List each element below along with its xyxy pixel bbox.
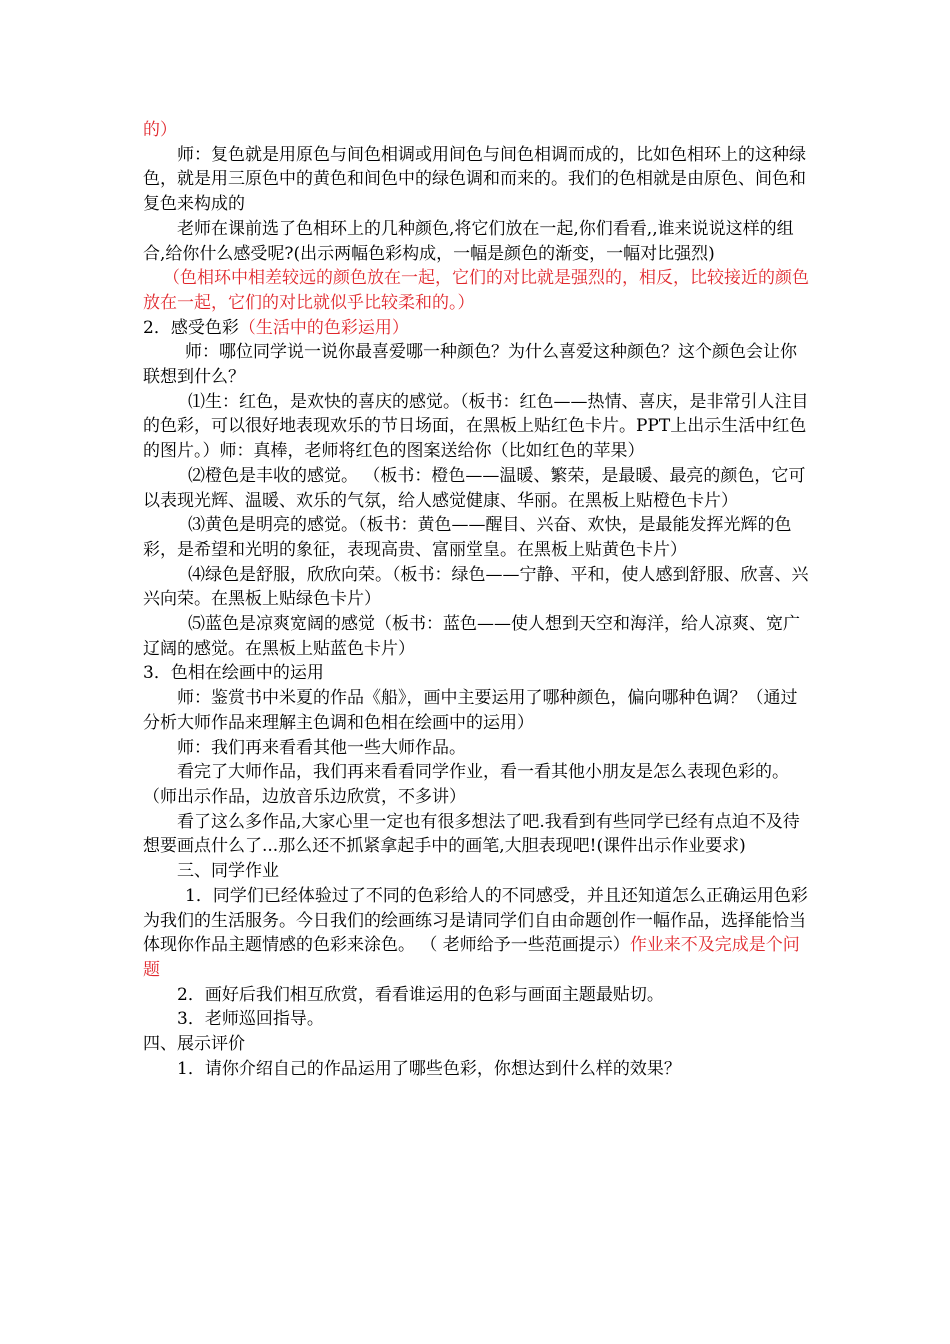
body-text: 四、展示评价	[143, 1034, 245, 1055]
body-text: 师：我们再来看看其他一些大师作品。	[177, 737, 466, 758]
paragraph	[143, 686, 813, 735]
body-text: 师：哪位同学说一说你最喜爱哪一种颜色？为什么喜爱这种颜色？这个颜色会让你联想到什么？	[143, 342, 797, 388]
body-text: 1．请你介绍自己的作品运用了哪些色彩，你想达到什么样的效果？	[177, 1058, 681, 1079]
paragraph	[143, 736, 813, 761]
body-text: 3．老师巡回指导。	[177, 1009, 324, 1030]
body-text: 三、同学作业	[177, 861, 279, 882]
paragraph	[143, 1032, 813, 1057]
paragraph	[143, 266, 813, 315]
paragraph	[143, 760, 813, 809]
paragraph	[143, 316, 813, 341]
paragraph	[143, 661, 813, 686]
paragraph	[143, 340, 813, 389]
body-text: 2．感受色彩	[143, 317, 239, 338]
body-text: 看完了大师作品，我们再来看看同学作业，看一看其他小朋友是怎么表现色彩的。（师出示作品，边放音乐边欣赏，不多讲）	[143, 762, 789, 807]
body-text: ⑷绿色是舒服，欣欣向荣。（板书：绿色——宁静、平和，使人感到舒服、欣喜、兴兴向荣。在黑板上贴绿色卡片）	[143, 564, 809, 610]
body-text: ⑵橙色是丰收的感觉。 （板书：橙色——温暖、繁荣，是最暖、最亮的颜色，它可以表现光辉、温暖、欢乐的气氛，给人感觉健康、华丽。在黑板上贴橙色卡片）	[143, 465, 806, 511]
highlighted-text: 作业来不及完成是个问题	[143, 935, 800, 980]
highlighted-text: （生活中的色彩运用）	[238, 317, 409, 338]
paragraph	[143, 884, 813, 983]
document-page	[143, 118, 813, 1081]
body-text: 2．画好后我们相互欣赏，看看谁运用的色彩与画面主题最贴切。	[177, 984, 664, 1005]
body-text: 师：鉴赏书中米夏的作品《船》，画中主要运用了哪种颜色，偏向哪种色调？（通过分析大师作品来理解主色调和色相在绘画中的运用）	[143, 688, 798, 733]
highlighted-text: 的）	[143, 120, 177, 140]
paragraph	[143, 1057, 813, 1082]
paragraph	[143, 563, 813, 612]
highlighted-text: （色相环中相差较远的颜色放在一起，它们的对比就是强烈的，相反，比较接近的颜色放在一起，它们的对比就似乎比较柔和的。）	[143, 268, 809, 313]
paragraph	[143, 1007, 813, 1032]
body-text: 看了这么多作品,大家心里一定也有很多想法了吧.我看到有些同学已经有点迫不及待想要画点什么了...那么还不抓紧拿起手中的画笔,大胆表现吧!(课件出示作业要求)	[143, 811, 800, 857]
body-text: ⑸蓝色是凉爽宽阔的感觉（板书：蓝色——使人想到天空和海洋，给人凉爽、宽广辽阔的感觉。在黑板上贴蓝色卡片）	[143, 614, 800, 659]
paragraph	[143, 118, 813, 143]
paragraph	[143, 612, 813, 661]
paragraph	[143, 859, 813, 884]
body-text: ⑶黄色是明亮的感觉。（板书：黄色——醒目、兴奋、欢快，是最能发挥光辉的色彩，是希望和光明的象征，表现高贵、富丽堂皇。在黑板上贴黄色卡片）	[143, 515, 792, 560]
paragraph	[143, 983, 813, 1008]
paragraph	[143, 390, 813, 464]
paragraph	[143, 464, 813, 513]
paragraph	[143, 143, 813, 217]
body-text: ⑴生：红色，是欢快的喜庆的感觉。（板书：红色——热情、喜庆，是非常引人注目的色彩，可以很好地表现欢乐的节日场面，在黑板上贴红色卡片。PPT上出示生活中红色的图片。）师：真棒，老师将红色的图案送给你（比如红色的苹果）	[143, 391, 809, 462]
body-text: 老师在课前选了色相环上的几种颜色,将它们放在一起,你们看看,,谁来说说这样的组合,给你什么感受呢?(出示两幅色彩构成，一幅是颜色的渐变，一幅对比强烈)	[143, 218, 794, 264]
body-text: 3．色相在绘画中的运用	[143, 663, 324, 684]
paragraph	[143, 513, 813, 562]
paragraph	[143, 217, 813, 266]
body-text: 1．同学们已经体验过了不同的色彩给人的不同感受，并且还知道怎么正确运用色彩为我们的生活服务。今日我们的绘画练习是请同学们自由命题创作一幅作品，选择能恰当体现你作品主题情感的色彩来涂色。 （ 老师给予一些范画提示）	[143, 885, 808, 956]
paragraph	[143, 810, 813, 859]
body-text: 师：复色就是用原色与间色相调或用间色与间色相调而成的，比如色相环上的这种绿色，就是用三原色中的黄色和间色中的绿色调和而来的。我们的色相就是由原色、间色和复色来构成的	[143, 144, 806, 215]
